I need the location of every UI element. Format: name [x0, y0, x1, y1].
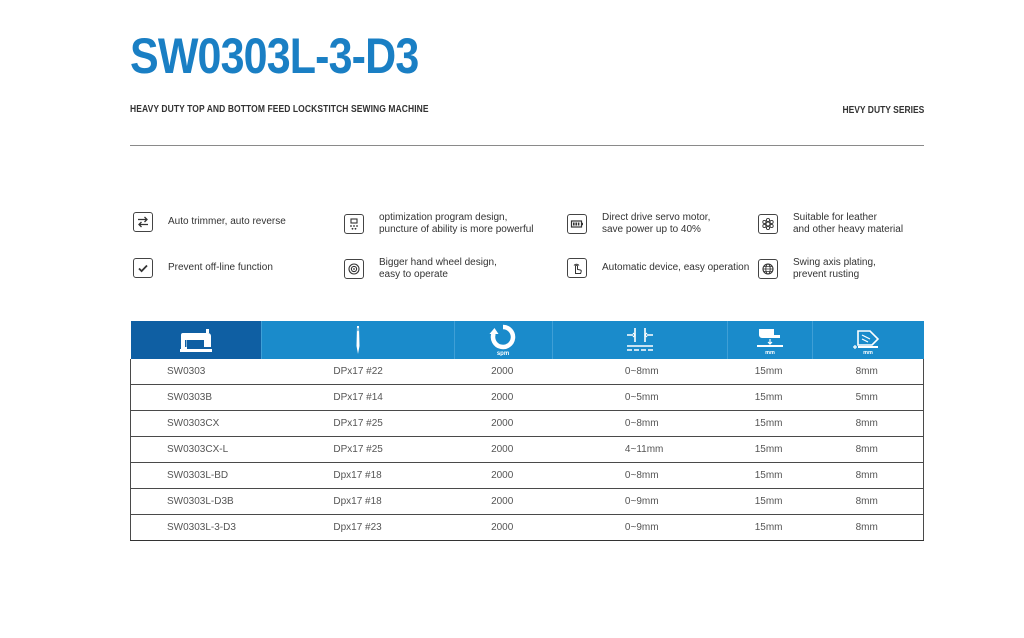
feature-text: optimization program design,: [379, 212, 508, 223]
table-row: [131, 437, 924, 463]
feature-text: Bigger hand wheel design,: [379, 257, 497, 268]
battery-icon: [567, 214, 587, 234]
feature-plating: [758, 257, 876, 281]
feature-offline-prevent: [133, 258, 273, 278]
feature-auto-trimmer: [133, 212, 286, 232]
cell-model: SW0303CX: [131, 411, 262, 437]
cell-lift: 15mm: [728, 515, 813, 541]
cell-feed: 8mm: [813, 411, 924, 437]
feature-hand-wheel: [344, 257, 497, 281]
cell-needle: Dpx17 #18: [261, 463, 454, 489]
cell-feed: 8mm: [813, 489, 924, 515]
feature-text: easy to operate: [379, 269, 448, 280]
cell-speed: 2000: [454, 515, 553, 541]
cell-speed: 2000: [454, 489, 553, 515]
cell-speed: 2000: [454, 411, 553, 437]
cell-feed: 8mm: [813, 359, 924, 385]
feed-height-icon: [850, 325, 886, 355]
cell-needle: DPx17 #22: [261, 359, 454, 385]
feature-servo-motor: [567, 212, 710, 236]
col-feed: [813, 321, 924, 359]
cell-speed: 2000: [454, 385, 553, 411]
cell-feed: 5mm: [813, 385, 924, 411]
cell-model: SW0303: [131, 359, 262, 385]
globe-icon: [758, 259, 778, 279]
cell-lift: 15mm: [728, 489, 813, 515]
header-divider: [130, 145, 924, 146]
cell-model: SW0303L-BD: [131, 463, 262, 489]
series-label: HEVY DUTY SERIES: [842, 105, 924, 116]
cell-needle: Dpx17 #23: [261, 515, 454, 541]
sewing-machine-icon: [176, 326, 216, 354]
feature-text: Suitable for leather: [793, 212, 877, 223]
needle-icon: [352, 325, 364, 355]
cell-needle: DPx17 #14: [261, 385, 454, 411]
cell-stitch: 0~5mm: [553, 385, 728, 411]
feature-text: Prevent off-line function: [168, 262, 273, 273]
col-stitch: [553, 321, 728, 359]
cell-lift: 15mm: [728, 437, 813, 463]
feature-text: Direct drive servo motor,: [602, 212, 711, 223]
cell-stitch: 0~9mm: [553, 515, 728, 541]
col-model: [131, 321, 262, 359]
product-subtitle: HEAVY DUTY TOP AND BOTTOM FEED LOCKSTITCH SEWING MACHINE: [130, 104, 429, 115]
cell-stitch: 4~11mm: [553, 437, 728, 463]
feature-list: [130, 208, 924, 288]
feature-text: puncture of ability is more powerful: [379, 224, 534, 235]
feature-text: Auto trimmer, auto reverse: [168, 216, 286, 227]
cell-speed: 2000: [454, 463, 553, 489]
cell-feed: 8mm: [813, 437, 924, 463]
feature-optimization: [344, 212, 534, 236]
col-lift: [728, 321, 813, 359]
col-needle: [261, 321, 454, 359]
table-row: [131, 411, 924, 437]
table-row: [131, 489, 924, 515]
spec-table: [130, 321, 924, 541]
presser-foot-lift-icon: [753, 325, 787, 355]
table-row: [131, 385, 924, 411]
feature-text: Automatic device, easy operation: [602, 262, 750, 273]
feature-text: prevent rusting: [793, 269, 860, 280]
cell-needle: DPx17 #25: [261, 437, 454, 463]
cell-stitch: 0~9mm: [553, 489, 728, 515]
cell-lift: 15mm: [728, 359, 813, 385]
cell-lift: 15mm: [728, 385, 813, 411]
feature-text: and other heavy material: [793, 224, 904, 235]
cell-feed: 8mm: [813, 463, 924, 489]
cell-stitch: 0~8mm: [553, 463, 728, 489]
cell-model: SW0303CX-L: [131, 437, 262, 463]
feature-automatic-device: [567, 258, 749, 278]
cell-needle: DPx17 #25: [261, 411, 454, 437]
control-panel-icon: [344, 214, 364, 234]
stitch-length-icon: [623, 325, 657, 355]
spec-table-body: [131, 359, 924, 541]
cell-model: SW0303L-3-D3: [131, 515, 262, 541]
feature-heavy-material: [758, 212, 903, 236]
table-row: [131, 515, 924, 541]
feed-unit-label: mm: [863, 350, 874, 355]
handwheel-icon: [344, 259, 364, 279]
speed-rpm-icon: [488, 324, 518, 356]
speed-unit-label: spm: [497, 351, 510, 356]
cell-lift: 15mm: [728, 463, 813, 489]
cell-feed: 8mm: [813, 515, 924, 541]
cell-speed: 2000: [454, 437, 553, 463]
feature-text: Swing axis plating,: [793, 257, 876, 268]
gear-flower-icon: [758, 214, 778, 234]
lift-unit-label: mm: [765, 350, 776, 355]
cell-stitch: 0~8mm: [553, 411, 728, 437]
col-speed: [454, 321, 553, 359]
page-title: SW0303L-3-D3: [130, 28, 419, 84]
cell-lift: 15mm: [728, 411, 813, 437]
cell-model: SW0303L-D3B: [131, 489, 262, 515]
reverse-arrows-icon: [133, 212, 153, 232]
table-row: [131, 463, 924, 489]
feature-text: save power up to 40%: [602, 224, 701, 235]
hand-touch-icon: [567, 258, 587, 278]
cell-stitch: 0~8mm: [553, 359, 728, 385]
table-header-row: [131, 321, 924, 359]
checkmark-icon: [133, 258, 153, 278]
cell-speed: 2000: [454, 359, 553, 385]
cell-needle: Dpx17 #18: [261, 489, 454, 515]
cell-model: SW0303B: [131, 385, 262, 411]
table-row: [131, 359, 924, 385]
